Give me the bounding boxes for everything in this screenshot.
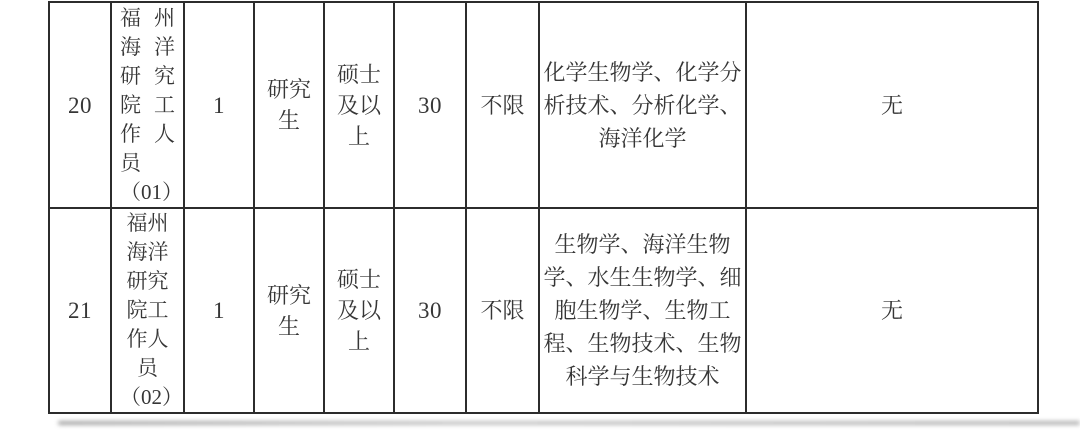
degree-requirement-text: 硕士及以上 [336, 267, 381, 354]
headcount-text: 1 [213, 92, 225, 118]
cell-serial-number [50, 209, 112, 414]
cell-majors [540, 209, 747, 414]
remark-text: 无 [880, 298, 903, 323]
education-category-text: 研究生 [266, 77, 311, 133]
cell-position-name [112, 3, 185, 209]
cell-age-limit [395, 209, 467, 414]
majors-text: 生物学、海洋生物学、水生生物学、细胞生物学、生物工程、生物技术、生物科学与生物技术 [543, 232, 742, 389]
cell-education-category [255, 209, 325, 414]
remark-text: 无 [880, 92, 903, 118]
serial-number-text: 20 [68, 92, 92, 118]
page-edge-shadow [58, 421, 1080, 425]
cell-serial-number [50, 3, 112, 209]
cell-remark [747, 209, 1039, 414]
cell-education-category [255, 3, 325, 209]
majors-text: 化学生物学、化学分析技术、分析化学、海洋化学 [543, 59, 742, 151]
cell-headcount [185, 209, 255, 414]
cell-remark [747, 3, 1039, 209]
degree-requirement-text: 硕士及以上 [336, 61, 381, 149]
cell-restriction [467, 3, 540, 209]
cell-degree-requirement [325, 3, 395, 209]
cell-headcount [185, 3, 255, 209]
recruitment-table [48, 1, 1039, 414]
cell-majors [540, 3, 747, 209]
restriction-text: 不限 [480, 298, 525, 323]
cell-degree-requirement [325, 209, 395, 414]
position-name-text: 福州海洋研究院工作人员（01） [120, 5, 183, 204]
serial-number-text: 21 [68, 298, 92, 323]
age-limit-text: 30 [418, 92, 442, 118]
restriction-text: 不限 [480, 92, 525, 118]
cell-age-limit [395, 3, 467, 209]
position-name-text: 福州海洋研究院工作人员（02） [120, 211, 183, 409]
education-category-text: 研究生 [266, 282, 311, 339]
age-limit-text: 30 [418, 298, 442, 323]
cell-restriction [467, 209, 540, 414]
cell-position-name [112, 209, 185, 414]
headcount-text: 1 [213, 298, 225, 323]
